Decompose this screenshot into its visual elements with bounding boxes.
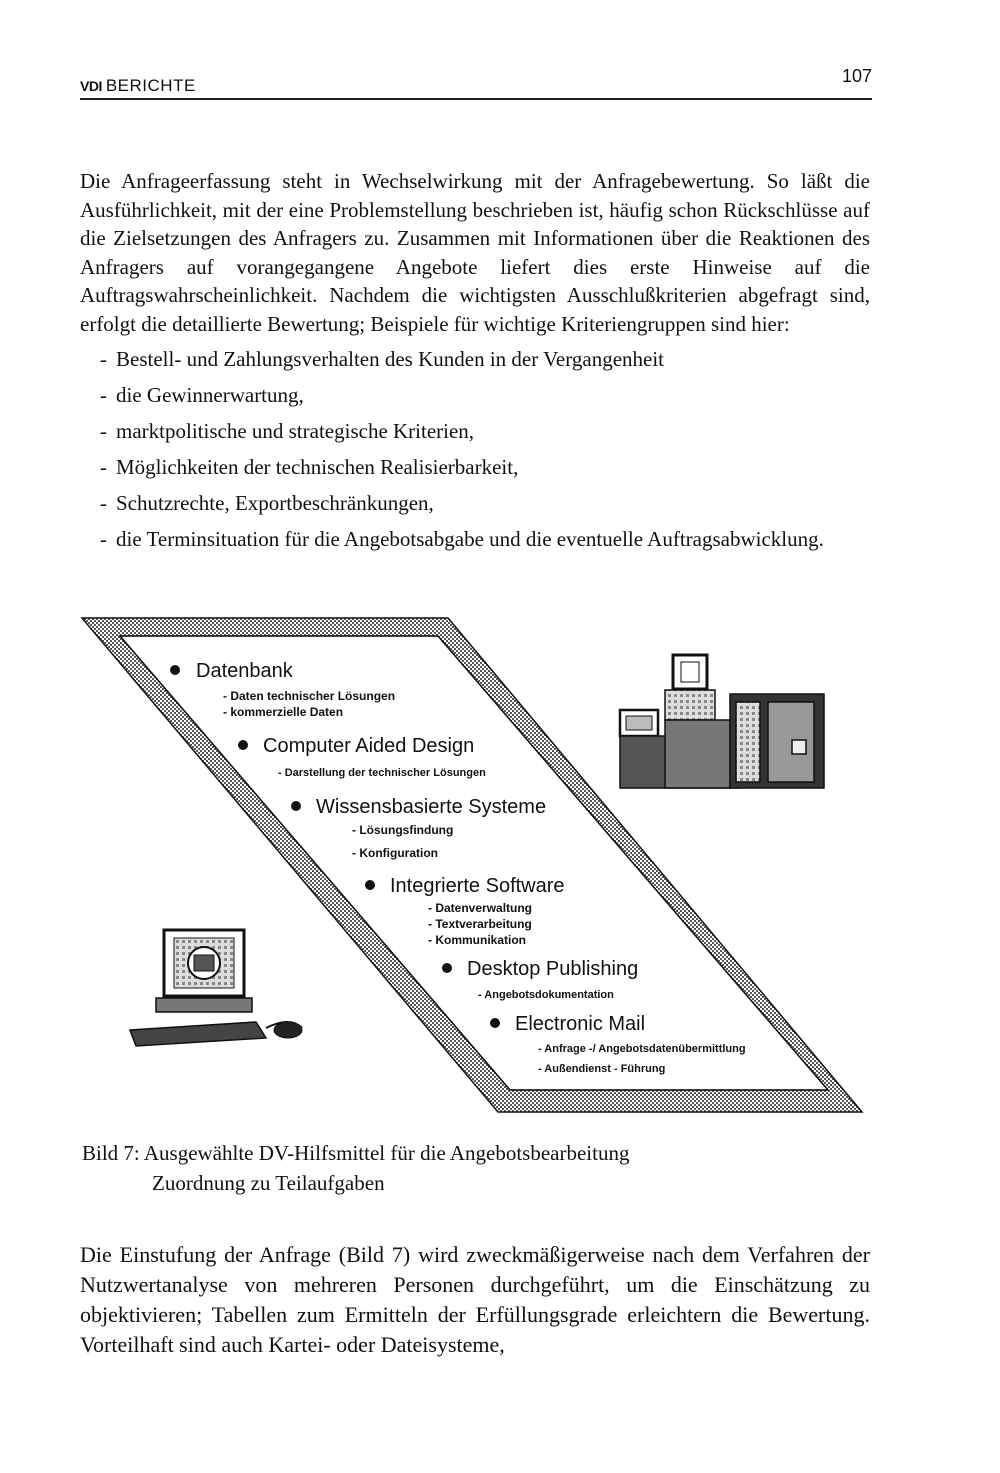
bullet-icon: [238, 740, 248, 750]
page-number: 107: [841, 66, 872, 86]
paragraph-1: Die Anfrageerfassung steht in Wechselwirkung mit der Anfragebewertung. So läßt die Ausführlichkeit, mit der eine Problemstellung beschrieben ist, häufig schon Rückschlüsse auf die Zielsetzungen des Anfragers zu. Zusammen mit Informationen über die Reaktionen des Anfragers auf vorangegangene Angebote liefert dies erste Hinweise auf die Auftragswahrscheinlichkeit. Nachdem die wichtigsten Ausschlußkriterien abgefragt sind, erfolgt die detaillierte Bewertung; Beispiele für wichtige Kriteriengruppen sind hier:: [80, 169, 870, 336]
header-left: [80, 76, 196, 96]
item-sub: - Konfiguration: [352, 846, 438, 860]
bullet-icon: [170, 665, 180, 675]
item-sub: - Darstellung der technischer Lösungen: [278, 767, 486, 779]
criteria-item: - Schutzrechte, Exportbeschränkungen,: [100, 489, 875, 517]
item-title: Electronic Mail: [515, 1013, 646, 1035]
criteria-item: - Möglichkeiten der technischen Realisierbarkeit,: [100, 453, 875, 481]
criteria-item: - die Terminsituation für die Angebotsabgabe und die eventuelle Auftragsabwicklung.: [100, 525, 875, 553]
item-title: Wissensbasierte Systeme: [316, 796, 547, 818]
criteria-list: [100, 345, 875, 561]
paragraph-2: Die Einstufung der Anfrage (Bild 7) wird zweckmäßigerweise nach dem Verfahren der Nutzwertanalyse von mehreren Personen durchgeführt, um die Einschätzung zu objektivieren; Tabellen zum Ermitteln der Erfüllungsgrade erleichtern die Bewertung. Vorteilhaft sind auch Kartei- oder Dateisysteme,: [80, 1242, 870, 1357]
criteria-item: - marktpolitische und strategische Kriterien,: [100, 417, 875, 445]
caption-line-1: Bild 7: Ausgewählte DV-Hilfsmittel für die Angebotsbearbeitung: [82, 1141, 630, 1165]
figure-caption: [82, 1138, 629, 1198]
item-title: Computer Aided Design: [263, 735, 475, 757]
figure-diagram: [80, 610, 880, 1130]
personal-computer-icon: [130, 930, 302, 1046]
item-sub: - Anfrage -/ Angebotsdatenübermittlung: [538, 1043, 746, 1055]
item-sub: - Lösungsfindung: [352, 823, 454, 837]
bullet-icon: [490, 1018, 500, 1028]
bullet-icon: [442, 963, 452, 973]
item-title: Datenbank: [196, 660, 293, 682]
item-sub: - Kommunikation: [428, 933, 526, 947]
vdi-logo: VDI: [80, 78, 102, 94]
page-header: [80, 62, 872, 100]
item-sub: - Daten technischer Lösungen: [223, 689, 396, 703]
item-sub: - kommerzielle Daten: [223, 705, 344, 719]
item-sub: - Datenverwaltung: [428, 901, 533, 915]
item-sub: - Textverarbeitung: [428, 917, 532, 931]
caption-line-2: Zuordnung zu Teilaufgaben: [152, 1171, 385, 1195]
item-title: Integrierte Software: [390, 875, 565, 897]
workstation-icon: [620, 655, 824, 788]
section-title: BERICHTE: [105, 76, 196, 95]
bullet-icon: [365, 880, 375, 890]
item-sub: - Außendienst - Führung: [538, 1063, 666, 1075]
criteria-item: - die Gewinnerwartung,: [100, 381, 875, 409]
item-title: Desktop Publishing: [467, 958, 639, 980]
bullet-icon: [291, 801, 301, 811]
figure-dv-tools: [80, 610, 880, 1130]
criteria-item: - Bestell- und Zahlungsverhalten des Kunden in der Vergangenheit: [100, 345, 875, 373]
item-sub: - Angebotsdokumentation: [478, 989, 614, 1001]
